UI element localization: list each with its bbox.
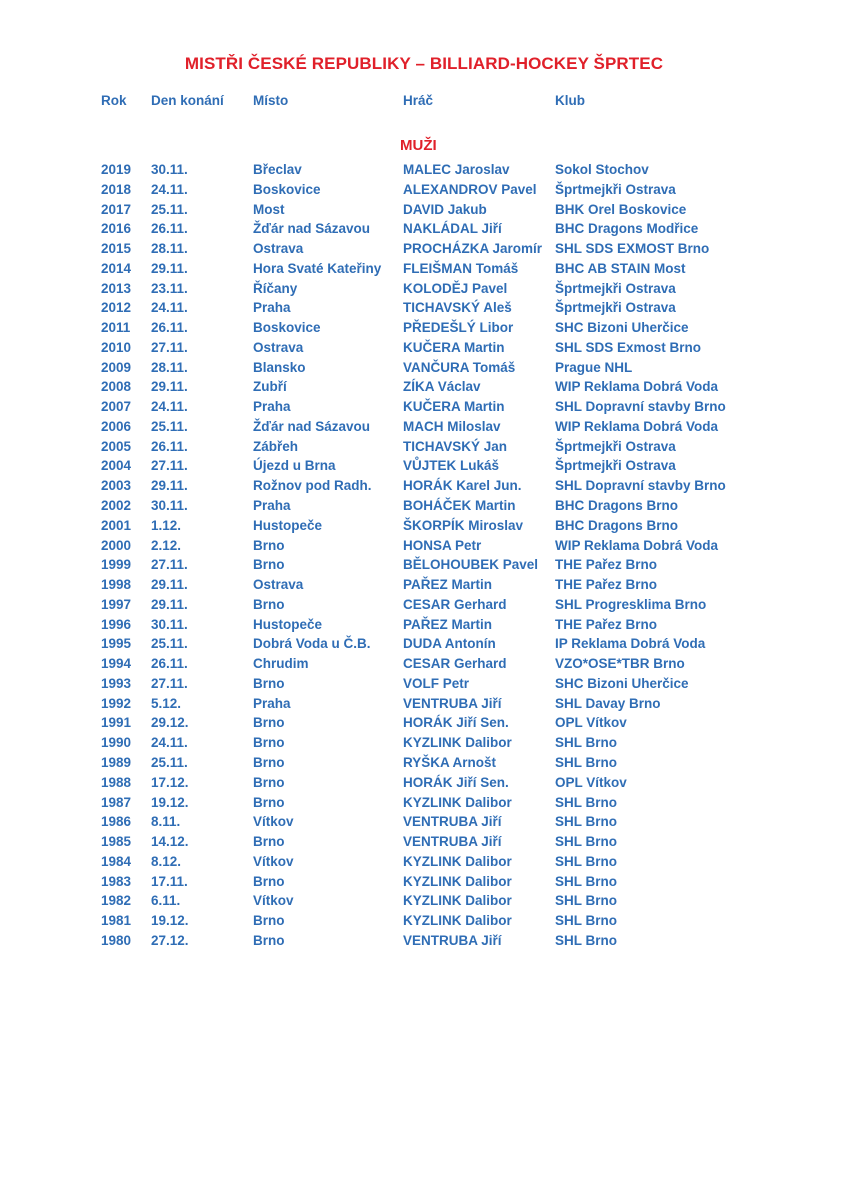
table-row <box>0 239 848 259</box>
table-row <box>0 377 848 397</box>
cell-club: SHL Brno <box>555 814 618 830</box>
cell-player: DUDA Antonín <box>403 636 496 652</box>
cell-club: SHL Brno <box>555 735 618 751</box>
cell-date: 25.11. <box>151 636 188 652</box>
cell-date: 30.11. <box>151 498 188 514</box>
cell-date: 29.11. <box>151 596 188 612</box>
cell-player: KUČERA Martin <box>403 339 505 355</box>
table-row <box>0 536 848 556</box>
cell-date: 6.11. <box>151 893 181 909</box>
cell-date: 26.11. <box>151 221 188 237</box>
cell-place: Brno <box>253 932 285 948</box>
cell-club: SHL Dopravní stavby Brno <box>555 478 726 494</box>
cell-date: 1.12. <box>151 517 182 533</box>
table-row <box>0 595 848 615</box>
cell-player: MACH Miloslav <box>403 418 501 434</box>
header-date: Den konání <box>151 93 224 108</box>
cell-player: KYZLINK Dalibor <box>403 873 512 889</box>
cell-year: 2003 <box>101 478 132 494</box>
cell-year: 1997 <box>101 596 132 612</box>
cell-place: Vítkov <box>253 853 294 869</box>
cell-club: Sokol Stochov <box>555 162 649 177</box>
cell-place: Blansko <box>253 359 306 375</box>
cell-year: 1986 <box>101 814 132 830</box>
cell-year: 2006 <box>101 418 132 434</box>
table-row <box>0 397 848 417</box>
cell-club: SHL SDS EXMOST Brno <box>555 241 710 257</box>
cell-date: 25.11. <box>151 754 188 770</box>
table-row <box>0 832 848 852</box>
cell-club: SHL Brno <box>555 794 618 810</box>
cell-club: SHL Dopravní stavby Brno <box>555 399 726 415</box>
cell-club: SHC Bizoni Uherčice <box>555 675 689 691</box>
cell-date: 27.11. <box>151 675 188 691</box>
cell-place: Břeclav <box>253 162 302 177</box>
cell-date: 19.12. <box>151 794 189 810</box>
table-row <box>0 318 848 338</box>
table-row <box>0 852 848 872</box>
cell-club: WIP Reklama Dobrá Voda <box>555 537 719 553</box>
cell-place: Ostrava <box>253 577 304 593</box>
cell-date: 25.11. <box>151 418 188 434</box>
cell-club: SHC Bizoni Uherčice <box>555 320 689 336</box>
cell-date: 27.11. <box>151 458 188 474</box>
table-row <box>0 555 848 575</box>
cell-date: 17.11. <box>151 873 188 889</box>
cell-place: Praha <box>253 399 291 415</box>
cell-club: THE Pařez Brno <box>555 557 658 573</box>
cell-year: 2015 <box>101 241 132 257</box>
cell-year: 1993 <box>101 675 132 691</box>
cell-player: KYZLINK Dalibor <box>403 794 512 810</box>
cell-club: Šprtmejkři Ostrava <box>555 280 676 296</box>
cell-club: Prague NHL <box>555 359 633 375</box>
cell-date: 24.11. <box>151 399 188 415</box>
cell-date: 29.11. <box>151 260 188 276</box>
table-row <box>0 931 848 951</box>
cell-player: KUČERA Martin <box>403 399 505 415</box>
cell-date: 14.12. <box>151 834 189 850</box>
cell-date: 19.12. <box>151 913 189 929</box>
cell-place: Rožnov pod Radh. <box>253 478 372 494</box>
cell-player: HORÁK Jiří Sen. <box>403 774 509 790</box>
header-player: Hráč <box>403 93 434 108</box>
table-row <box>0 279 848 299</box>
cell-date: 29.11. <box>151 577 188 593</box>
cell-place: Ostrava <box>253 241 304 257</box>
cell-date: 26.11. <box>151 656 188 672</box>
cell-place: Boskovice <box>253 320 321 336</box>
cell-date: 28.11. <box>151 359 188 375</box>
cell-year: 1995 <box>101 636 132 652</box>
cell-place: Brno <box>253 675 285 691</box>
cell-date: 24.11. <box>151 300 188 316</box>
cell-player: HORÁK Karel Jun. <box>403 478 522 494</box>
table-row <box>0 437 848 457</box>
cell-player: ZÍKA Václav <box>403 379 481 395</box>
cell-club: Šprtmejkři Ostrava <box>555 438 676 454</box>
cell-club: SHL Progresklima Brno <box>555 596 707 612</box>
table-row <box>0 733 848 753</box>
cell-player: ŠKORPÍK Miroslav <box>403 517 524 533</box>
table-row <box>0 872 848 892</box>
cell-place: Brno <box>253 873 285 889</box>
cell-club: OPL Vítkov <box>555 774 627 790</box>
cell-player: TICHAVSKÝ Jan <box>403 438 508 454</box>
cell-player: CESAR Gerhard <box>403 596 507 612</box>
cell-year: 2002 <box>101 498 132 514</box>
cell-player: VŮJTEK Lukáš <box>403 458 500 474</box>
cell-club: IP Reklama Dobrá Voda <box>555 636 706 652</box>
cell-date: 27.11. <box>151 557 188 573</box>
cell-club: THE Pařez Brno <box>555 616 658 632</box>
cell-place: Boskovice <box>253 181 321 197</box>
cell-place: Brno <box>253 913 285 929</box>
cell-place: Brno <box>253 774 285 790</box>
cell-year: 2009 <box>101 359 132 375</box>
cell-club: BHC Dragons Brno <box>555 517 679 533</box>
table-row <box>0 654 848 674</box>
table-row <box>0 713 848 733</box>
cell-year: 2007 <box>101 399 132 415</box>
cell-place: Žďár nad Sázavou <box>253 418 370 434</box>
cell-year: 2011 <box>101 320 131 336</box>
cell-date: 29.12. <box>151 715 189 731</box>
cell-player: BĚLOHOUBEK Pavel <box>403 557 539 573</box>
cell-year: 1989 <box>101 754 132 770</box>
table-row <box>0 338 848 358</box>
cell-place: Vítkov <box>253 814 294 830</box>
cell-player: BOHÁČEK Martin <box>403 498 516 514</box>
table-row <box>0 634 848 654</box>
cell-date: 29.11. <box>151 379 188 395</box>
cell-player: KYZLINK Dalibor <box>403 853 512 869</box>
cell-year: 2005 <box>101 438 132 454</box>
cell-player: HONSA Petr <box>403 537 482 553</box>
cell-place: Brno <box>253 596 285 612</box>
cell-year: 1984 <box>101 853 132 869</box>
cell-player: RYŠKA Arnošt <box>403 754 497 770</box>
cell-club: BHC Dragons Modřice <box>555 221 699 237</box>
cell-club: THE Pařez Brno <box>555 577 658 593</box>
champions-table <box>0 160 848 951</box>
cell-date: 5.12. <box>151 695 182 711</box>
cell-year: 2010 <box>101 339 132 355</box>
table-row <box>0 812 848 832</box>
cell-date: 27.12. <box>151 932 189 948</box>
cell-year: 1998 <box>101 577 132 593</box>
table-row <box>0 417 848 437</box>
cell-place: Říčany <box>253 280 298 296</box>
table-header <box>0 92 848 110</box>
table-row <box>0 476 848 496</box>
header-year: Rok <box>101 93 127 108</box>
cell-club: SHL Brno <box>555 754 618 770</box>
cell-player: NAKLÁDAL Jiří <box>403 221 502 237</box>
cell-year: 2008 <box>101 379 132 395</box>
cell-year: 1999 <box>101 557 132 573</box>
cell-date: 8.11. <box>151 814 181 830</box>
cell-year: 2018 <box>101 181 132 197</box>
cell-year: 1982 <box>101 893 132 909</box>
cell-club: WIP Reklama Dobrá Voda <box>555 379 719 395</box>
cell-year: 2016 <box>101 221 132 237</box>
cell-club: SHL Brno <box>555 853 618 869</box>
page-title: MISTŘI ČESKÉ REPUBLIKY – BILLIARD-HOCKEY ŠPRTEC <box>184 54 664 73</box>
table-row <box>0 911 848 931</box>
cell-player: KYZLINK Dalibor <box>403 893 512 909</box>
cell-player: VOLF Petr <box>403 675 470 691</box>
cell-player: KOLODĚJ Pavel <box>403 280 508 296</box>
cell-place: Brno <box>253 715 285 731</box>
cell-year: 2017 <box>101 201 132 217</box>
table-row <box>0 516 848 536</box>
cell-club: SHL Davay Brno <box>555 695 661 711</box>
cell-year: 2014 <box>101 260 132 276</box>
cell-place: Hustopeče <box>253 616 323 632</box>
cell-year: 1992 <box>101 695 132 711</box>
cell-place: Brno <box>253 537 285 553</box>
table-row <box>0 793 848 813</box>
cell-year: 2019 <box>101 162 132 177</box>
table-row <box>0 160 848 180</box>
header-club: Klub <box>555 93 585 108</box>
table-row <box>0 575 848 595</box>
cell-player: PAŘEZ Martin <box>403 577 493 593</box>
cell-place: Brno <box>253 557 285 573</box>
cell-club: SHL Brno <box>555 932 618 948</box>
cell-date: 24.11. <box>151 735 188 751</box>
table-row <box>0 358 848 378</box>
cell-year: 1988 <box>101 774 132 790</box>
cell-place: Praha <box>253 300 291 316</box>
cell-player: PROCHÁZKA Jaromír <box>403 241 543 257</box>
cell-club: BHC AB STAIN Most <box>555 260 686 276</box>
cell-place: Újezd u Brna <box>253 458 336 474</box>
cell-place: Most <box>253 201 285 217</box>
cell-club: SHL Brno <box>555 913 618 929</box>
cell-date: 17.12. <box>151 774 189 790</box>
cell-year: 1991 <box>101 715 132 731</box>
cell-date: 30.11. <box>151 162 188 177</box>
cell-date: 27.11. <box>151 339 188 355</box>
table-row <box>0 615 848 635</box>
cell-place: Brno <box>253 735 285 751</box>
cell-club: Šprtmejkři Ostrava <box>555 458 676 474</box>
table-row <box>0 753 848 773</box>
table-row <box>0 694 848 714</box>
cell-place: Žďár nad Sázavou <box>253 221 370 237</box>
cell-year: 1981 <box>101 913 132 929</box>
cell-place: Chrudim <box>253 656 309 672</box>
cell-place: Brno <box>253 754 285 770</box>
cell-player: PŘEDEŠLÝ Libor <box>403 320 514 336</box>
cell-player: VENTRUBA Jiří <box>403 932 502 948</box>
cell-player: CESAR Gerhard <box>403 656 507 672</box>
table-row <box>0 259 848 279</box>
cell-date: 23.11. <box>151 280 188 296</box>
cell-player: KYZLINK Dalibor <box>403 735 512 751</box>
cell-player: VENTRUBA Jiří <box>403 695 502 711</box>
cell-date: 29.11. <box>151 478 188 494</box>
cell-player: VENTRUBA Jiří <box>403 814 502 830</box>
cell-club: Šprtmejkři Ostrava <box>555 181 676 197</box>
cell-place: Ostrava <box>253 339 304 355</box>
cell-year: 1980 <box>101 932 132 948</box>
cell-player: DAVID Jakub <box>403 201 487 217</box>
cell-club: WIP Reklama Dobrá Voda <box>555 418 719 434</box>
cell-club: Šprtmejkři Ostrava <box>555 300 676 316</box>
table-row <box>0 674 848 694</box>
table-row <box>0 496 848 516</box>
cell-club: SHL Brno <box>555 834 618 850</box>
cell-year: 2001 <box>101 517 132 533</box>
cell-year: 2000 <box>101 537 132 553</box>
cell-year: 1983 <box>101 873 132 889</box>
cell-place: Brno <box>253 794 285 810</box>
cell-place: Vítkov <box>253 893 294 909</box>
cell-player: VENTRUBA Jiří <box>403 834 502 850</box>
cell-place: Praha <box>253 695 291 711</box>
table-row <box>0 298 848 318</box>
cell-date: 24.11. <box>151 181 188 197</box>
cell-place: Zubří <box>253 379 287 395</box>
table-row <box>0 180 848 200</box>
cell-club: SHL Brno <box>555 873 618 889</box>
cell-club: BHK Orel Boskovice <box>555 201 687 217</box>
cell-year: 1987 <box>101 794 132 810</box>
table-row <box>0 773 848 793</box>
cell-player: HORÁK Jiří Sen. <box>403 715 509 731</box>
cell-club: SHL SDS Exmost Brno <box>555 339 702 355</box>
cell-place: Hustopeče <box>253 517 323 533</box>
cell-place: Dobrá Voda u Č.B. <box>253 636 371 652</box>
cell-date: 25.11. <box>151 201 188 217</box>
cell-club: BHC Dragons Brno <box>555 498 679 514</box>
cell-player: VANČURA Tomáš <box>403 359 516 375</box>
cell-club: VZO*OSE*TBR Brno <box>555 656 685 672</box>
table-row <box>0 200 848 220</box>
cell-player: TICHAVSKÝ Aleš <box>403 300 512 316</box>
cell-player: FLEIŠMAN Tomáš <box>403 260 519 276</box>
table-row <box>0 456 848 476</box>
cell-date: 26.11. <box>151 438 188 454</box>
cell-club: SHL Brno <box>555 893 618 909</box>
section-heading: MUŽI <box>400 137 437 154</box>
cell-year: 1994 <box>101 656 132 672</box>
cell-year: 2004 <box>101 458 132 474</box>
cell-date: 2.12. <box>151 537 182 553</box>
cell-place: Hora Svaté Kateřiny <box>253 260 382 276</box>
cell-year: 1985 <box>101 834 132 850</box>
cell-place: Brno <box>253 834 285 850</box>
table-row <box>0 219 848 239</box>
table-row <box>0 891 848 911</box>
cell-year: 1996 <box>101 616 132 632</box>
cell-date: 26.11. <box>151 320 188 336</box>
cell-club: OPL Vítkov <box>555 715 627 731</box>
cell-date: 30.11. <box>151 616 188 632</box>
cell-date: 8.12. <box>151 853 182 869</box>
cell-year: 2012 <box>101 300 132 316</box>
cell-place: Praha <box>253 498 291 514</box>
cell-player: KYZLINK Dalibor <box>403 913 512 929</box>
cell-place: Zábřeh <box>253 438 299 454</box>
cell-date: 28.11. <box>151 241 188 257</box>
cell-year: 1990 <box>101 735 132 751</box>
header-place: Místo <box>253 93 289 108</box>
cell-player: MALEC Jaroslav <box>403 162 510 177</box>
cell-player: ALEXANDROV Pavel <box>403 181 537 197</box>
cell-year: 2013 <box>101 280 132 296</box>
cell-player: PAŘEZ Martin <box>403 616 493 632</box>
